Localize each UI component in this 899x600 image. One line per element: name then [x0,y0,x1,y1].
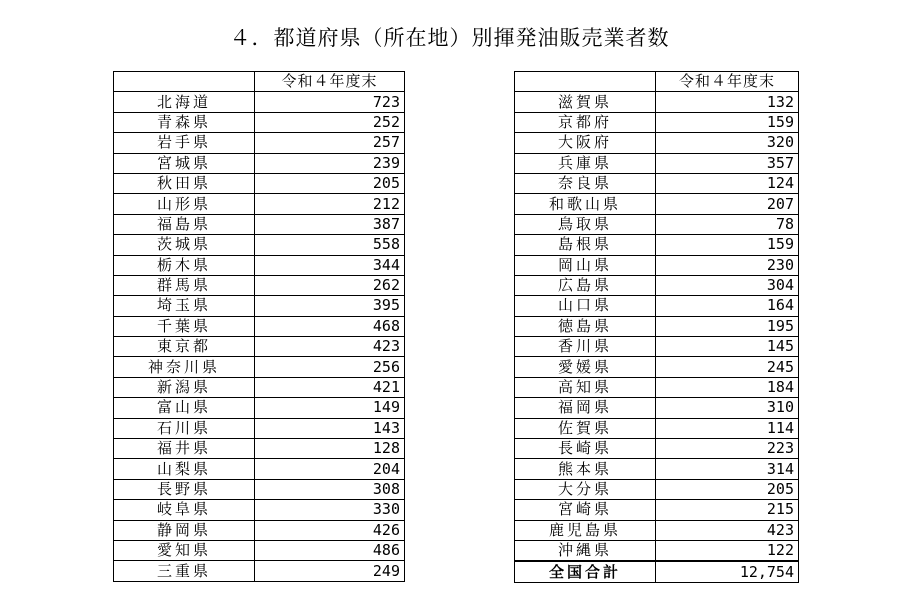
header-blank-cell [515,72,656,92]
dealer-count: 262 [255,275,405,295]
dealer-count: 395 [255,296,405,316]
table-row [515,459,799,479]
table-row [515,479,799,499]
table-row [114,214,405,234]
prefecture-name: 東京都 [114,337,255,357]
dealer-count: 212 [255,194,405,214]
prefecture-name: 鳥取県 [515,214,656,234]
prefecture-name: 徳島県 [515,316,656,336]
table-row [515,112,799,132]
prefecture-name: 香川県 [515,337,656,357]
table-row [515,418,799,438]
table-row [114,418,405,438]
table-row [114,133,405,153]
dealer-count: 159 [656,112,799,132]
table-row [114,112,405,132]
dealer-count: 421 [255,377,405,397]
header-blank-cell [114,72,255,92]
dealer-count: 387 [255,214,405,234]
total-count: 12,754 [656,561,799,582]
prefecture-name: 広島県 [515,275,656,295]
prefecture-name: 山形県 [114,194,255,214]
table-row [515,255,799,275]
dealer-count: 184 [656,377,799,397]
prefecture-name: 佐賀県 [515,418,656,438]
prefecture-name: 福岡県 [515,398,656,418]
prefecture-name: 北海道 [114,92,255,112]
prefecture-name: 奈良県 [515,173,656,193]
prefecture-name: 千葉県 [114,316,255,336]
table-row [114,153,405,173]
prefecture-table-right [514,71,799,583]
dealer-count: 143 [255,418,405,438]
prefecture-name: 岩手県 [114,133,255,153]
prefecture-name: 福井県 [114,439,255,459]
table-row [114,561,405,581]
dealer-count: 114 [656,418,799,438]
prefecture-name: 宮城県 [114,153,255,173]
table-row [114,173,405,193]
dealer-count: 205 [255,173,405,193]
dealer-count: 308 [255,479,405,499]
table-row [515,357,799,377]
prefecture-name: 神奈川県 [114,357,255,377]
dealer-count: 468 [255,316,405,336]
table-row [114,337,405,357]
total-row [515,561,799,582]
prefecture-name: 青森県 [114,112,255,132]
table-row [515,92,799,112]
prefecture-table-left [113,71,405,582]
total-label: 全国合計 [515,561,656,582]
dealer-count: 486 [255,540,405,560]
header-year-cell: 令和４年度末 [255,72,405,92]
header-year-cell: 令和４年度末 [656,72,799,92]
dealer-count: 245 [656,357,799,377]
prefecture-name: 岡山県 [515,255,656,275]
dealer-count: 252 [255,112,405,132]
dealer-count: 344 [255,255,405,275]
dealer-count: 122 [656,540,799,561]
dealer-count: 207 [656,194,799,214]
prefecture-name: 滋賀県 [515,92,656,112]
dealer-count: 78 [656,214,799,234]
table-row [114,255,405,275]
dealer-count: 145 [656,337,799,357]
table-row [114,316,405,336]
dealer-count: 239 [255,153,405,173]
dealer-count: 723 [255,92,405,112]
prefecture-name: 島根県 [515,235,656,255]
table-row [114,296,405,316]
prefecture-name: 三重県 [114,561,255,581]
table-row [114,398,405,418]
prefecture-name: 山梨県 [114,459,255,479]
table-row [515,275,799,295]
dealer-count: 230 [656,255,799,275]
dealer-count: 132 [656,92,799,112]
dealer-count: 426 [255,520,405,540]
prefecture-name: 沖縄県 [515,540,656,561]
table-row [114,520,405,540]
dealer-count: 256 [255,357,405,377]
prefecture-name: 大阪府 [515,133,656,153]
table-row [114,194,405,214]
table-row [515,377,799,397]
dealer-count: 423 [255,337,405,357]
dealer-count: 128 [255,439,405,459]
prefecture-name: 埼玉県 [114,296,255,316]
prefecture-name: 福島県 [114,214,255,234]
table-row [515,439,799,459]
table-row [114,540,405,560]
table-row [515,296,799,316]
prefecture-name: 群馬県 [114,275,255,295]
table-row [515,540,799,561]
dealer-count: 223 [656,439,799,459]
prefecture-name: 石川県 [114,418,255,438]
prefecture-name: 新潟県 [114,377,255,397]
table-row [515,398,799,418]
dealer-count: 249 [255,561,405,581]
table-row [515,194,799,214]
dealer-count: 314 [656,459,799,479]
table-row [114,377,405,397]
table-row [114,500,405,520]
table-row [515,173,799,193]
prefecture-name: 大分県 [515,479,656,499]
dealer-count: 164 [656,296,799,316]
dealer-count: 257 [255,133,405,153]
table-row [515,133,799,153]
dealer-count: 357 [656,153,799,173]
prefecture-name: 栃木県 [114,255,255,275]
dealer-count: 205 [656,479,799,499]
dealer-count: 423 [656,520,799,540]
prefecture-name: 長崎県 [515,439,656,459]
prefecture-name: 熊本県 [515,459,656,479]
table-row [114,357,405,377]
prefecture-name: 山口県 [515,296,656,316]
prefecture-name: 兵庫県 [515,153,656,173]
prefecture-name: 高知県 [515,377,656,397]
dealer-count: 310 [656,398,799,418]
prefecture-name: 京都府 [515,112,656,132]
prefecture-name: 岐阜県 [114,500,255,520]
prefecture-name: 静岡県 [114,520,255,540]
dealer-count: 159 [656,235,799,255]
table-row [515,214,799,234]
prefecture-name: 宮崎県 [515,500,656,520]
dealer-count: 558 [255,235,405,255]
prefecture-name: 愛知県 [114,540,255,560]
table-row [114,439,405,459]
dealer-count: 330 [255,500,405,520]
dealer-count: 215 [656,500,799,520]
table-header-row [114,72,405,92]
prefecture-name: 秋田県 [114,173,255,193]
prefecture-name: 愛媛県 [515,357,656,377]
table-row [114,479,405,499]
table-row [515,316,799,336]
table-row [515,500,799,520]
prefecture-name: 和歌山県 [515,194,656,214]
prefecture-name: 富山県 [114,398,255,418]
table-row [114,235,405,255]
prefecture-name: 鹿児島県 [515,520,656,540]
dealer-count: 124 [656,173,799,193]
dealer-count: 149 [255,398,405,418]
table-header-row [515,72,799,92]
prefecture-name: 長野県 [114,479,255,499]
table-row [114,459,405,479]
table-row [515,235,799,255]
dealer-count: 195 [656,316,799,336]
dealer-count: 320 [656,133,799,153]
dealer-count: 304 [656,275,799,295]
table-row [515,153,799,173]
table-row [515,520,799,540]
table-row [515,337,799,357]
table-row [114,275,405,295]
page-title: ４．都道府県（所在地）別揮発油販売業者数 [229,26,670,50]
table-row [114,92,405,112]
prefecture-name: 茨城県 [114,235,255,255]
dealer-count: 204 [255,459,405,479]
